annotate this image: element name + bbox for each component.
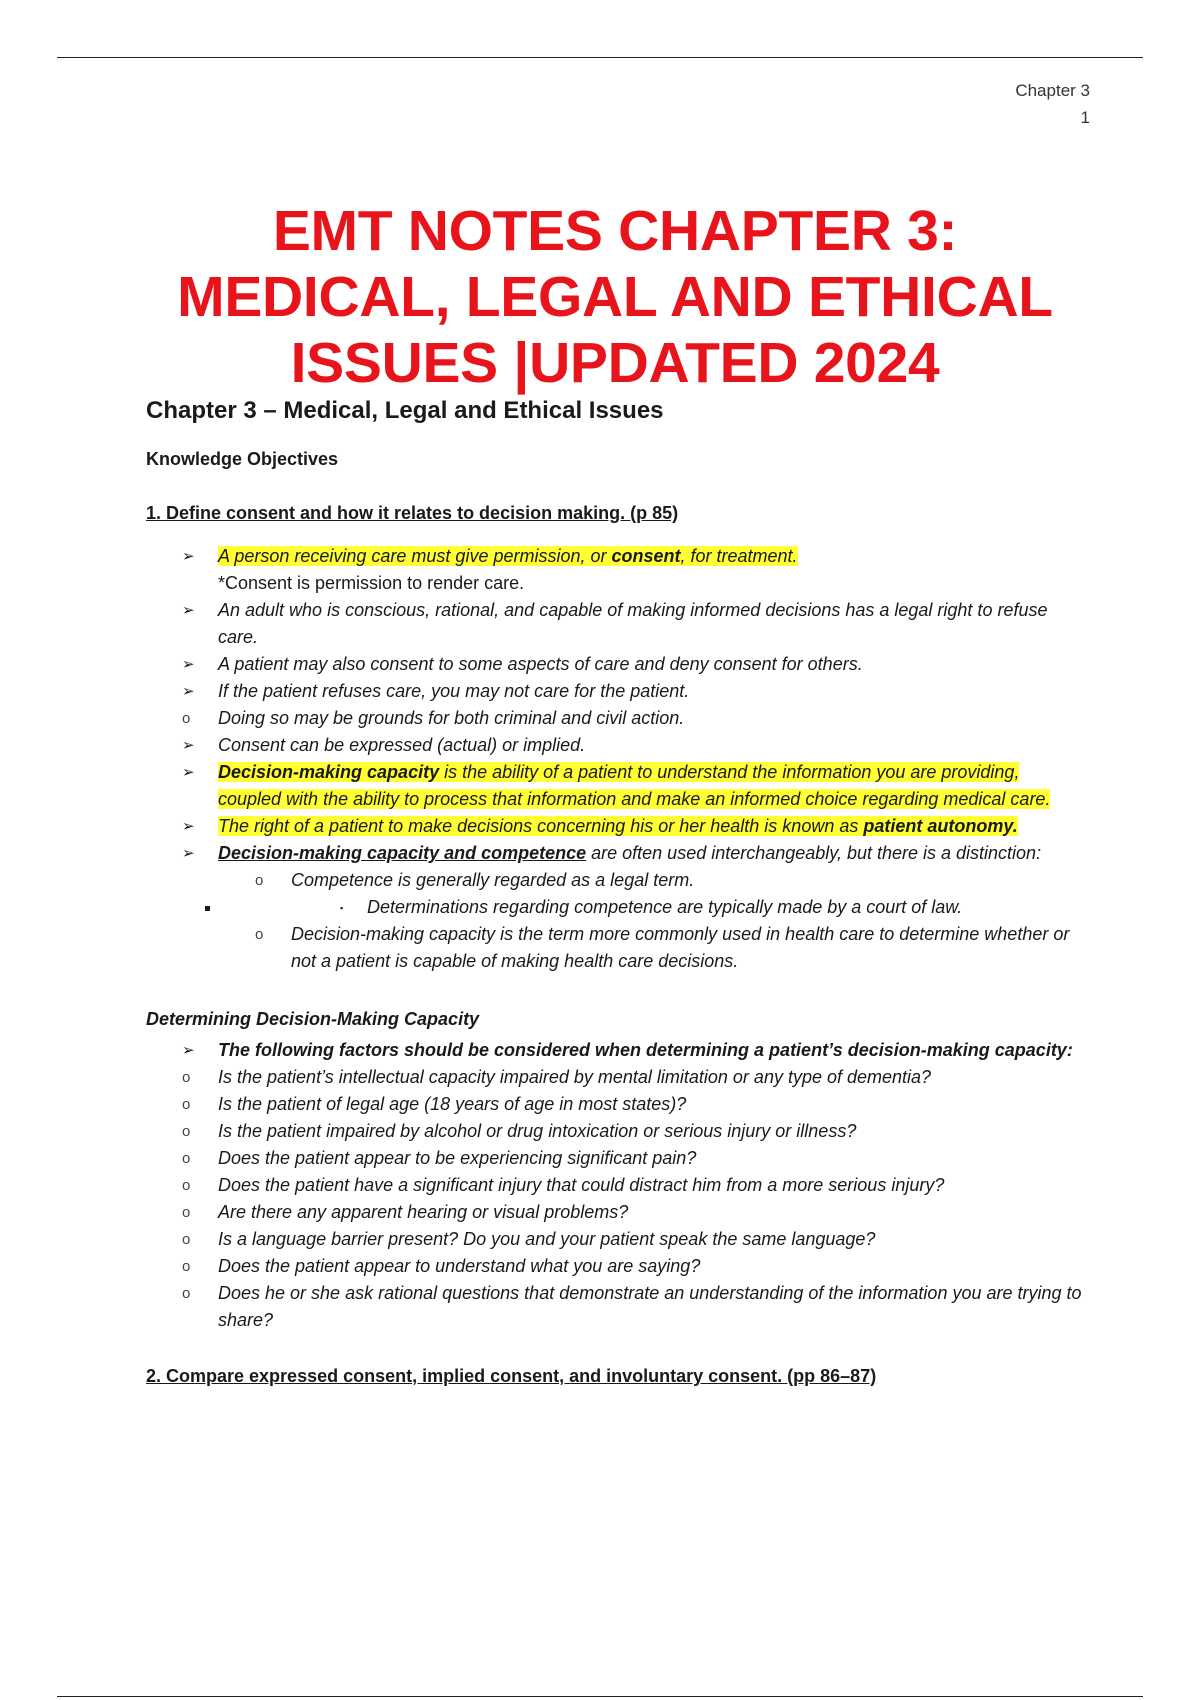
bottom-rule <box>57 1696 1143 1697</box>
factor-item: o Does he or she ask rational questions that demonstrate an understanding of the information you are trying to share? <box>182 1280 1086 1334</box>
top-rule <box>57 57 1143 58</box>
list-item: ➢ Consent can be expressed (actual) or implied. <box>218 732 1086 759</box>
factor-item: o Is the patient of legal age (18 years of age in most states)? <box>182 1091 1086 1118</box>
highlight: Decision-making capacity is the ability of a patient to understand the information you are providing, coupled with the ability to process that information and make an informed choice regarding medical care. <box>218 762 1051 809</box>
header-page-number: 1 <box>1080 108 1090 127</box>
factor-item: o Is a language barrier present? Do you and your patient speak the same language? <box>182 1226 1086 1253</box>
highlight: The right of a patient to make decisions concerning his or her health is known as patient autonomy. <box>218 816 1018 836</box>
consent-note: *Consent is permission to render care. <box>218 573 525 593</box>
title-line-3: ISSUES |UPDATED 2024 <box>290 331 940 395</box>
chapter-subtitle: Chapter 3 – Medical, Legal and Ethical Issues <box>146 397 664 424</box>
objective-1-heading: 1. Define consent and how it relates to decision making. (p 85) <box>146 503 679 523</box>
title-line-1: EMT NOTES CHAPTER 3: <box>272 199 958 263</box>
factor-item: o Does the patient appear to be experiencing significant pain? <box>182 1145 1086 1172</box>
list-item: ➢ Decision-making capacity and competence are often used interchangeably, but there is a distinction: o Competence is generally regarded as a legal term. ▪ ▪ Determinations regarding competence are typically made by a court of law. o Decision-making capacity is the term more commonly used in health care to determine whether or not a patient is capable of making health care decisions. <box>218 840 1086 975</box>
factor-item: o Is the patient impaired by alcohol or drug intoxication or serious injury or illness? <box>182 1118 1086 1145</box>
header-chapter: Chapter 3 <box>1015 81 1090 100</box>
objective-2-heading: 2. Compare expressed consent, implied consent, and involuntary consent. (pp 86–87) <box>146 1366 877 1386</box>
list-item: ➢ An adult who is conscious, rational, and capable of making informed decisions has a legal right to refuse care. <box>218 597 1086 651</box>
document-body <box>146 395 1086 1388</box>
factor-item: o Does the patient appear to understand what you are saying? <box>182 1253 1086 1280</box>
list-item: ➢ A patient may also consent to some aspects of care and deny consent for others. <box>218 651 1086 678</box>
sub-list <box>182 705 1086 732</box>
knowledge-objectives-label: Knowledge Objectives <box>146 449 339 469</box>
list-item: ➢ If the patient refuses care, you may not care for the patient. o Doing so may be grounds for both criminal and civil action. <box>218 678 1086 732</box>
factor-item: o Are there any apparent hearing or visual problems? <box>182 1199 1086 1226</box>
sub-sub-list-item: ▪ ▪ Determinations regarding competence are typically made by a court of law. <box>222 894 1086 921</box>
list-item <box>218 759 1086 813</box>
list-item <box>218 543 1086 597</box>
sub-list-item: o Decision-making capacity is the term more commonly used in health care to determine whether or not a patient is capable of making health care decisions. <box>182 921 1086 975</box>
highlight: A person receiving care must give permission, or consent, for treatment. <box>218 546 798 566</box>
sub-list-item: o Competence is generally regarded as a legal term. ▪ ▪ Determinations regarding competence are typically made by a court of law. <box>182 867 1086 921</box>
sub-list-item: o Doing so may be grounds for both criminal and civil action. <box>182 705 1086 732</box>
title-line-2: MEDICAL, LEGAL AND ETHICAL <box>177 265 1053 329</box>
factor-item: o Is the patient’s intellectual capacity impaired by mental limitation or any type of dementia? <box>182 1064 1086 1091</box>
ddmc-heading: Determining Decision-Making Capacity <box>146 1009 480 1029</box>
sub-sub-list <box>182 894 1086 921</box>
objective-1-list <box>146 543 1086 975</box>
list-item <box>218 813 1086 840</box>
sub-list <box>182 867 1086 975</box>
ddmc-list <box>146 1037 1086 1334</box>
document-title <box>100 198 1130 396</box>
factor-item: o Does the patient have a significant injury that could distract him from a more serious injury? <box>182 1172 1086 1199</box>
page-header <box>1015 77 1090 131</box>
ddmc-factor-list <box>182 1064 1086 1334</box>
list-item: ➢ The following factors should be considered when determining a patient’s decision-making capacity: o Is the patient’s intellectual capacity impaired by mental limitation or any type of dementia? o Is the patient of legal age (18 years of age in most states)? o Is the patient impaired by alcohol or drug intoxication or serious injury or illness? o Does the patient appear to be experiencing significant pain? o Does the patient have a significant injury that could distract him from a more serious injury? o Are there any apparent hearing or visual problems? o Is a language barrier present? Do you and your patient speak the same language? o Does the patient appear to understand what you are saying? o Does he or she ask rational questions that demonstrate an understanding of the information you are trying to share? <box>218 1037 1086 1334</box>
